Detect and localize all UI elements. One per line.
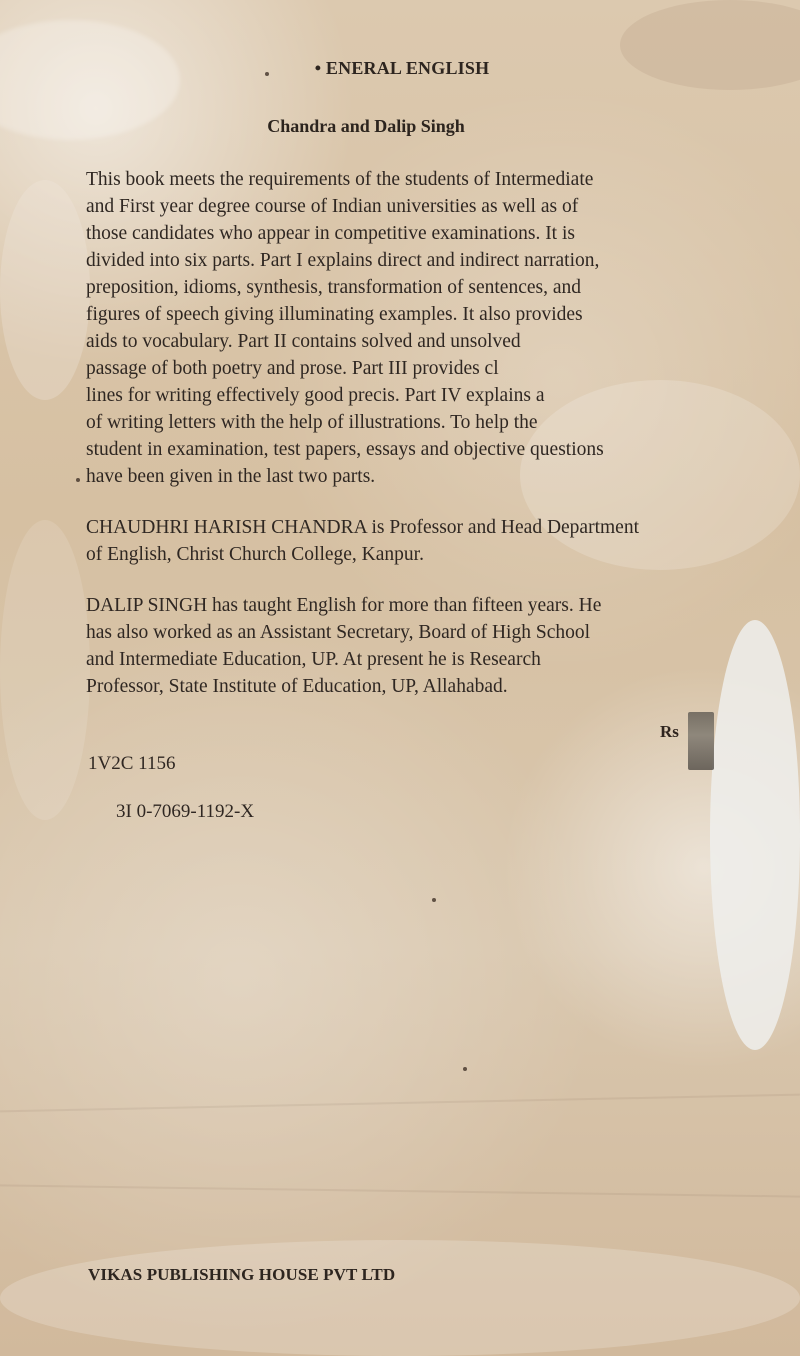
page-crease [0,1184,800,1197]
bio-line: Professor, State Institute of Education, UP, Allahabad. [86,676,508,697]
description-line: This book meets the requirements of the students of Intermediate [86,169,594,190]
paper-stain [710,620,800,1050]
isbn-code: 3I 0-7069-1192-X [116,801,255,822]
publisher-name: VIKAS PUBLISHING HOUSE PVT LTD [88,1265,396,1284]
description-line: figures of speech giving illuminating examples. It also provides [86,304,583,325]
bio-line: DALIP SINGH has taught English for more than fifteen years. He [86,595,602,616]
description-line: preposition, idioms, synthesis, transformation of sentences, and [86,277,582,298]
paper-stain [0,180,90,400]
description-line: those candidates who appear in competitive examinations. It is [86,223,575,244]
print-dot [463,1067,467,1071]
price-label: Rs [660,722,679,741]
description-line: student in examination, test papers, essays and objective questions [86,439,604,460]
bio-line: CHAUDHRI HARISH CHANDRA is Professor and Head Department [86,517,639,538]
description-line: lines for writing effectively good precis. Part IV explains a [86,385,545,406]
description-line: have been given in the last two parts. [86,466,376,487]
book-authors: Chandra and Dalip Singh [267,116,465,136]
paper-stain [0,520,90,820]
author-bio-chandra [86,514,716,568]
paper-stain [0,1240,800,1356]
bio-line: and Intermediate Education, UP. At present he is Research [86,649,541,670]
description-line: of writing letters with the help of illustrations. To help the [86,412,538,433]
page-crease [0,1094,800,1113]
description-line: divided into six parts. Part I explains direct and indirect narration, [86,250,600,271]
author-bio-singh [86,592,716,700]
print-dot [76,478,80,482]
book-description [86,166,716,490]
catalog-code: 1V2C 1156 [88,753,176,774]
book-title: • ENERAL ENGLISH [314,58,490,78]
description-line: aids to vocabulary. Part II contains solved and unsolved [86,331,521,352]
bio-line: of English, Christ Church College, Kanpur. [86,544,424,565]
paper-stain [620,0,800,90]
price-stamp [688,712,714,770]
description-line: passage of both poetry and prose. Part III provides cl [86,358,499,379]
bio-line: has also worked as an Assistant Secretary, Board of High School [86,622,591,643]
description-line: and First year degree course of Indian universities as well as of [86,196,579,217]
print-dot [432,898,436,902]
paper-stain [0,20,180,140]
